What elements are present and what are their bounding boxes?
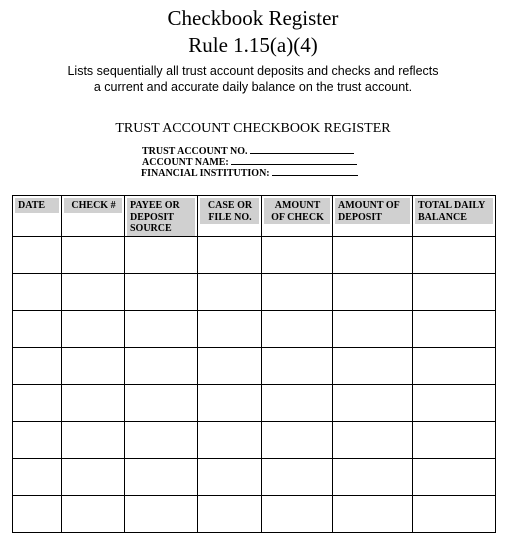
cell-case-file[interactable] xyxy=(198,236,262,273)
cell-date[interactable] xyxy=(13,384,62,421)
register-body xyxy=(13,236,496,532)
account-number-line[interactable] xyxy=(250,144,354,154)
table-row xyxy=(13,273,496,310)
cell-amount-of-check[interactable] xyxy=(262,273,333,310)
table-row xyxy=(13,458,496,495)
cell-check-number[interactable] xyxy=(62,421,125,458)
cell-amount-of-check[interactable] xyxy=(262,458,333,495)
financial-institution-label: FINANCIAL INSTITUTION: xyxy=(141,168,270,179)
column-header-check-number: CHECK # xyxy=(62,196,125,237)
cell-payee[interactable] xyxy=(125,458,198,495)
table-row xyxy=(13,384,496,421)
cell-payee[interactable] xyxy=(125,384,198,421)
cell-amount-of-deposit[interactable] xyxy=(333,347,413,384)
cell-check-number[interactable] xyxy=(62,495,125,532)
cell-total-daily-balance[interactable] xyxy=(413,495,496,532)
cell-case-file[interactable] xyxy=(198,495,262,532)
cell-total-daily-balance[interactable] xyxy=(413,310,496,347)
cell-amount-of-deposit[interactable] xyxy=(333,384,413,421)
table-row xyxy=(13,421,496,458)
cell-amount-of-check[interactable] xyxy=(262,236,333,273)
cell-total-daily-balance[interactable] xyxy=(413,384,496,421)
cell-date[interactable] xyxy=(13,458,62,495)
column-header-amount-of-check: AMOUNT OF CHECK xyxy=(262,196,333,237)
cell-amount-of-check[interactable] xyxy=(262,421,333,458)
cell-payee[interactable] xyxy=(125,347,198,384)
cell-date[interactable] xyxy=(13,273,62,310)
account-number-label: TRUST ACCOUNT NO. xyxy=(142,146,248,157)
cell-payee[interactable] xyxy=(125,273,198,310)
cell-total-daily-balance[interactable] xyxy=(413,273,496,310)
table-row xyxy=(13,310,496,347)
table-row xyxy=(13,495,496,532)
description-line-2: a current and accurate daily balance on the trust account. xyxy=(93,80,413,94)
cell-check-number[interactable] xyxy=(62,236,125,273)
cell-case-file[interactable] xyxy=(198,421,262,458)
cell-case-file[interactable] xyxy=(198,273,262,310)
cell-date[interactable] xyxy=(13,236,62,273)
rule-reference: Rule 1.15(a)(4) xyxy=(188,33,318,57)
header-row xyxy=(13,196,496,237)
column-header-payee: PAYEE OR DEPOSIT SOURCE xyxy=(125,196,198,237)
cell-payee[interactable] xyxy=(125,236,198,273)
cell-case-file[interactable] xyxy=(198,310,262,347)
cell-date[interactable] xyxy=(13,347,62,384)
cell-check-number[interactable] xyxy=(62,310,125,347)
description-line-1: Lists sequentially all trust account deposits and checks and reflects xyxy=(67,64,439,78)
cell-payee[interactable] xyxy=(125,495,198,532)
cell-amount-of-deposit[interactable] xyxy=(333,458,413,495)
cell-case-file[interactable] xyxy=(198,347,262,384)
column-header-amount-of-deposit: AMOUNT OF DEPOSIT xyxy=(333,196,413,237)
register-heading: TRUST ACCOUNT CHECKBOOK REGISTER xyxy=(115,121,391,136)
cell-amount-of-deposit[interactable] xyxy=(333,421,413,458)
cell-amount-of-deposit[interactable] xyxy=(333,273,413,310)
cell-amount-of-check[interactable] xyxy=(262,384,333,421)
cell-total-daily-balance[interactable] xyxy=(413,458,496,495)
cell-amount-of-check[interactable] xyxy=(262,495,333,532)
account-name-line[interactable] xyxy=(231,155,357,165)
cell-case-file[interactable] xyxy=(198,458,262,495)
table-row xyxy=(13,236,496,273)
cell-date[interactable] xyxy=(13,495,62,532)
column-header-date: DATE xyxy=(13,196,62,237)
cell-payee[interactable] xyxy=(125,421,198,458)
cell-date[interactable] xyxy=(13,310,62,347)
cell-case-file[interactable] xyxy=(198,384,262,421)
account-name-label: ACCOUNT NAME: xyxy=(142,157,229,168)
cell-amount-of-deposit[interactable] xyxy=(333,310,413,347)
register-table xyxy=(12,195,496,533)
column-header-case-file: CASE OR FILE NO. xyxy=(198,196,262,237)
document-title: Checkbook Register xyxy=(167,6,339,30)
column-header-total-daily-balance: TOTAL DAILY BALANCE xyxy=(413,196,496,237)
cell-total-daily-balance[interactable] xyxy=(413,421,496,458)
cell-amount-of-deposit[interactable] xyxy=(333,495,413,532)
cell-amount-of-deposit[interactable] xyxy=(333,236,413,273)
cell-check-number[interactable] xyxy=(62,384,125,421)
cell-total-daily-balance[interactable] xyxy=(413,347,496,384)
cell-check-number[interactable] xyxy=(62,458,125,495)
financial-institution-line[interactable] xyxy=(272,166,358,176)
cell-payee[interactable] xyxy=(125,310,198,347)
table-row xyxy=(13,347,496,384)
financial-institution-field xyxy=(141,166,358,180)
cell-total-daily-balance[interactable] xyxy=(413,236,496,273)
cell-check-number[interactable] xyxy=(62,273,125,310)
cell-check-number[interactable] xyxy=(62,347,125,384)
cell-amount-of-check[interactable] xyxy=(262,347,333,384)
cell-amount-of-check[interactable] xyxy=(262,310,333,347)
cell-date[interactable] xyxy=(13,421,62,458)
